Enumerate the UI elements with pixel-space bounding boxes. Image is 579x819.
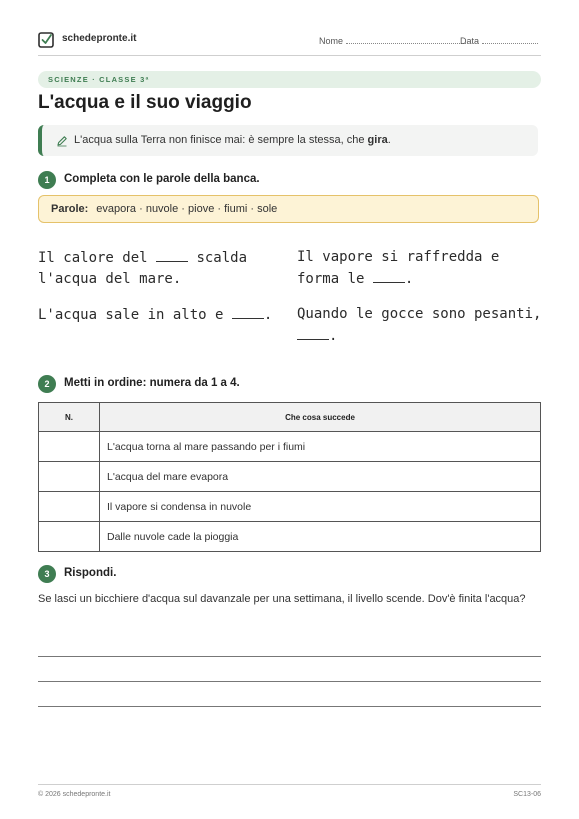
question-text: Se lasci un bicchiere d'acqua sul davanzale per una settimana, il livello scende. Dov'è finita l'acqua? [38, 593, 526, 605]
sentence-3-blank[interactable] [232, 304, 264, 319]
name-label: Nome [319, 36, 344, 46]
intro-note [38, 125, 538, 156]
date-field[interactable] [460, 35, 538, 46]
note-text [74, 134, 391, 146]
sentence-3-start: L'acqua sale in alto e [38, 307, 232, 323]
sentence-1-start: Il calore del [38, 250, 157, 266]
note-text-start: L'acqua sulla Terra non finisce mai: è sempre la stessa, che [74, 134, 368, 146]
sentence-3 [38, 304, 283, 326]
footer [38, 784, 541, 798]
event-cell: Il vapore si condensa in nuvole [100, 492, 541, 522]
sentence-4-blank[interactable] [297, 325, 329, 340]
table-header-row [39, 403, 541, 432]
sentence-2-end: . [404, 271, 414, 287]
answer-line-2[interactable] [38, 681, 541, 682]
date-line [482, 35, 538, 44]
order-table [38, 402, 541, 552]
table-row [39, 522, 541, 552]
sentence-4-end: . [329, 328, 338, 344]
event-cell: Dalle nuvole cade la pioggia [100, 522, 541, 552]
word-bank-words: evapora · nuvole · piove · fiumi · sole [96, 203, 278, 215]
section-1-title: Completa con le parole della banca. [64, 173, 260, 185]
name-field[interactable] [319, 35, 466, 46]
sentence-4-start: Quando le gocce sono pesanti, [297, 306, 542, 322]
table-row [39, 432, 541, 462]
answer-line-1[interactable] [38, 656, 541, 657]
note-text-end: . [387, 134, 391, 146]
order-number-cell[interactable] [39, 432, 100, 462]
sentence-1-end: scalda l'acqua del mare. [38, 250, 248, 287]
sentence-1-blank[interactable] [156, 247, 188, 262]
footer-copyright: © 2026 schedepronte.it [38, 791, 111, 798]
sentence-4 [297, 304, 542, 347]
order-number-cell[interactable] [39, 492, 100, 522]
date-label: Data [460, 36, 480, 46]
word-bank-label: Parole: [51, 203, 89, 215]
subject-badge: SCIENZE · CLASSE 3ª [38, 71, 541, 88]
sentence-1 [38, 247, 283, 290]
footer-code: SC13-06 [513, 791, 541, 798]
sentence-3-end: . [263, 307, 273, 323]
worksheet-page [38, 0, 541, 819]
answer-line-3[interactable] [38, 706, 541, 707]
word-bank [38, 195, 539, 223]
brand-name: schedepronte.it [62, 33, 137, 44]
sentence-2-start: Il vapore si raffredda e forma le [297, 249, 500, 287]
pencil-icon [56, 135, 68, 147]
sentence-2 [297, 247, 542, 290]
event-cell: L'acqua del mare evapora [100, 462, 541, 492]
check-document-icon [38, 31, 55, 48]
order-number-cell[interactable] [39, 462, 100, 492]
page-title: L'acqua e il suo viaggio [38, 92, 252, 113]
section-2-number: 2 [38, 375, 56, 393]
column-header-event: Che cosa succede [100, 403, 541, 432]
table-row [39, 492, 541, 522]
column-header-number: N. [39, 403, 100, 432]
header [38, 29, 541, 56]
section-1-number: 1 [38, 171, 56, 189]
table-row [39, 462, 541, 492]
section-3-title: Rispondi. [64, 567, 117, 579]
section-3-number: 3 [38, 565, 56, 583]
note-text-bold: gira [367, 134, 388, 146]
order-number-cell[interactable] [39, 522, 100, 552]
name-line [346, 35, 466, 44]
sentence-2-blank[interactable] [373, 268, 405, 283]
section-2-title: Metti in ordine: numera da 1 a 4. [64, 377, 240, 389]
event-cell: L'acqua torna al mare passando per i fiumi [100, 432, 541, 462]
